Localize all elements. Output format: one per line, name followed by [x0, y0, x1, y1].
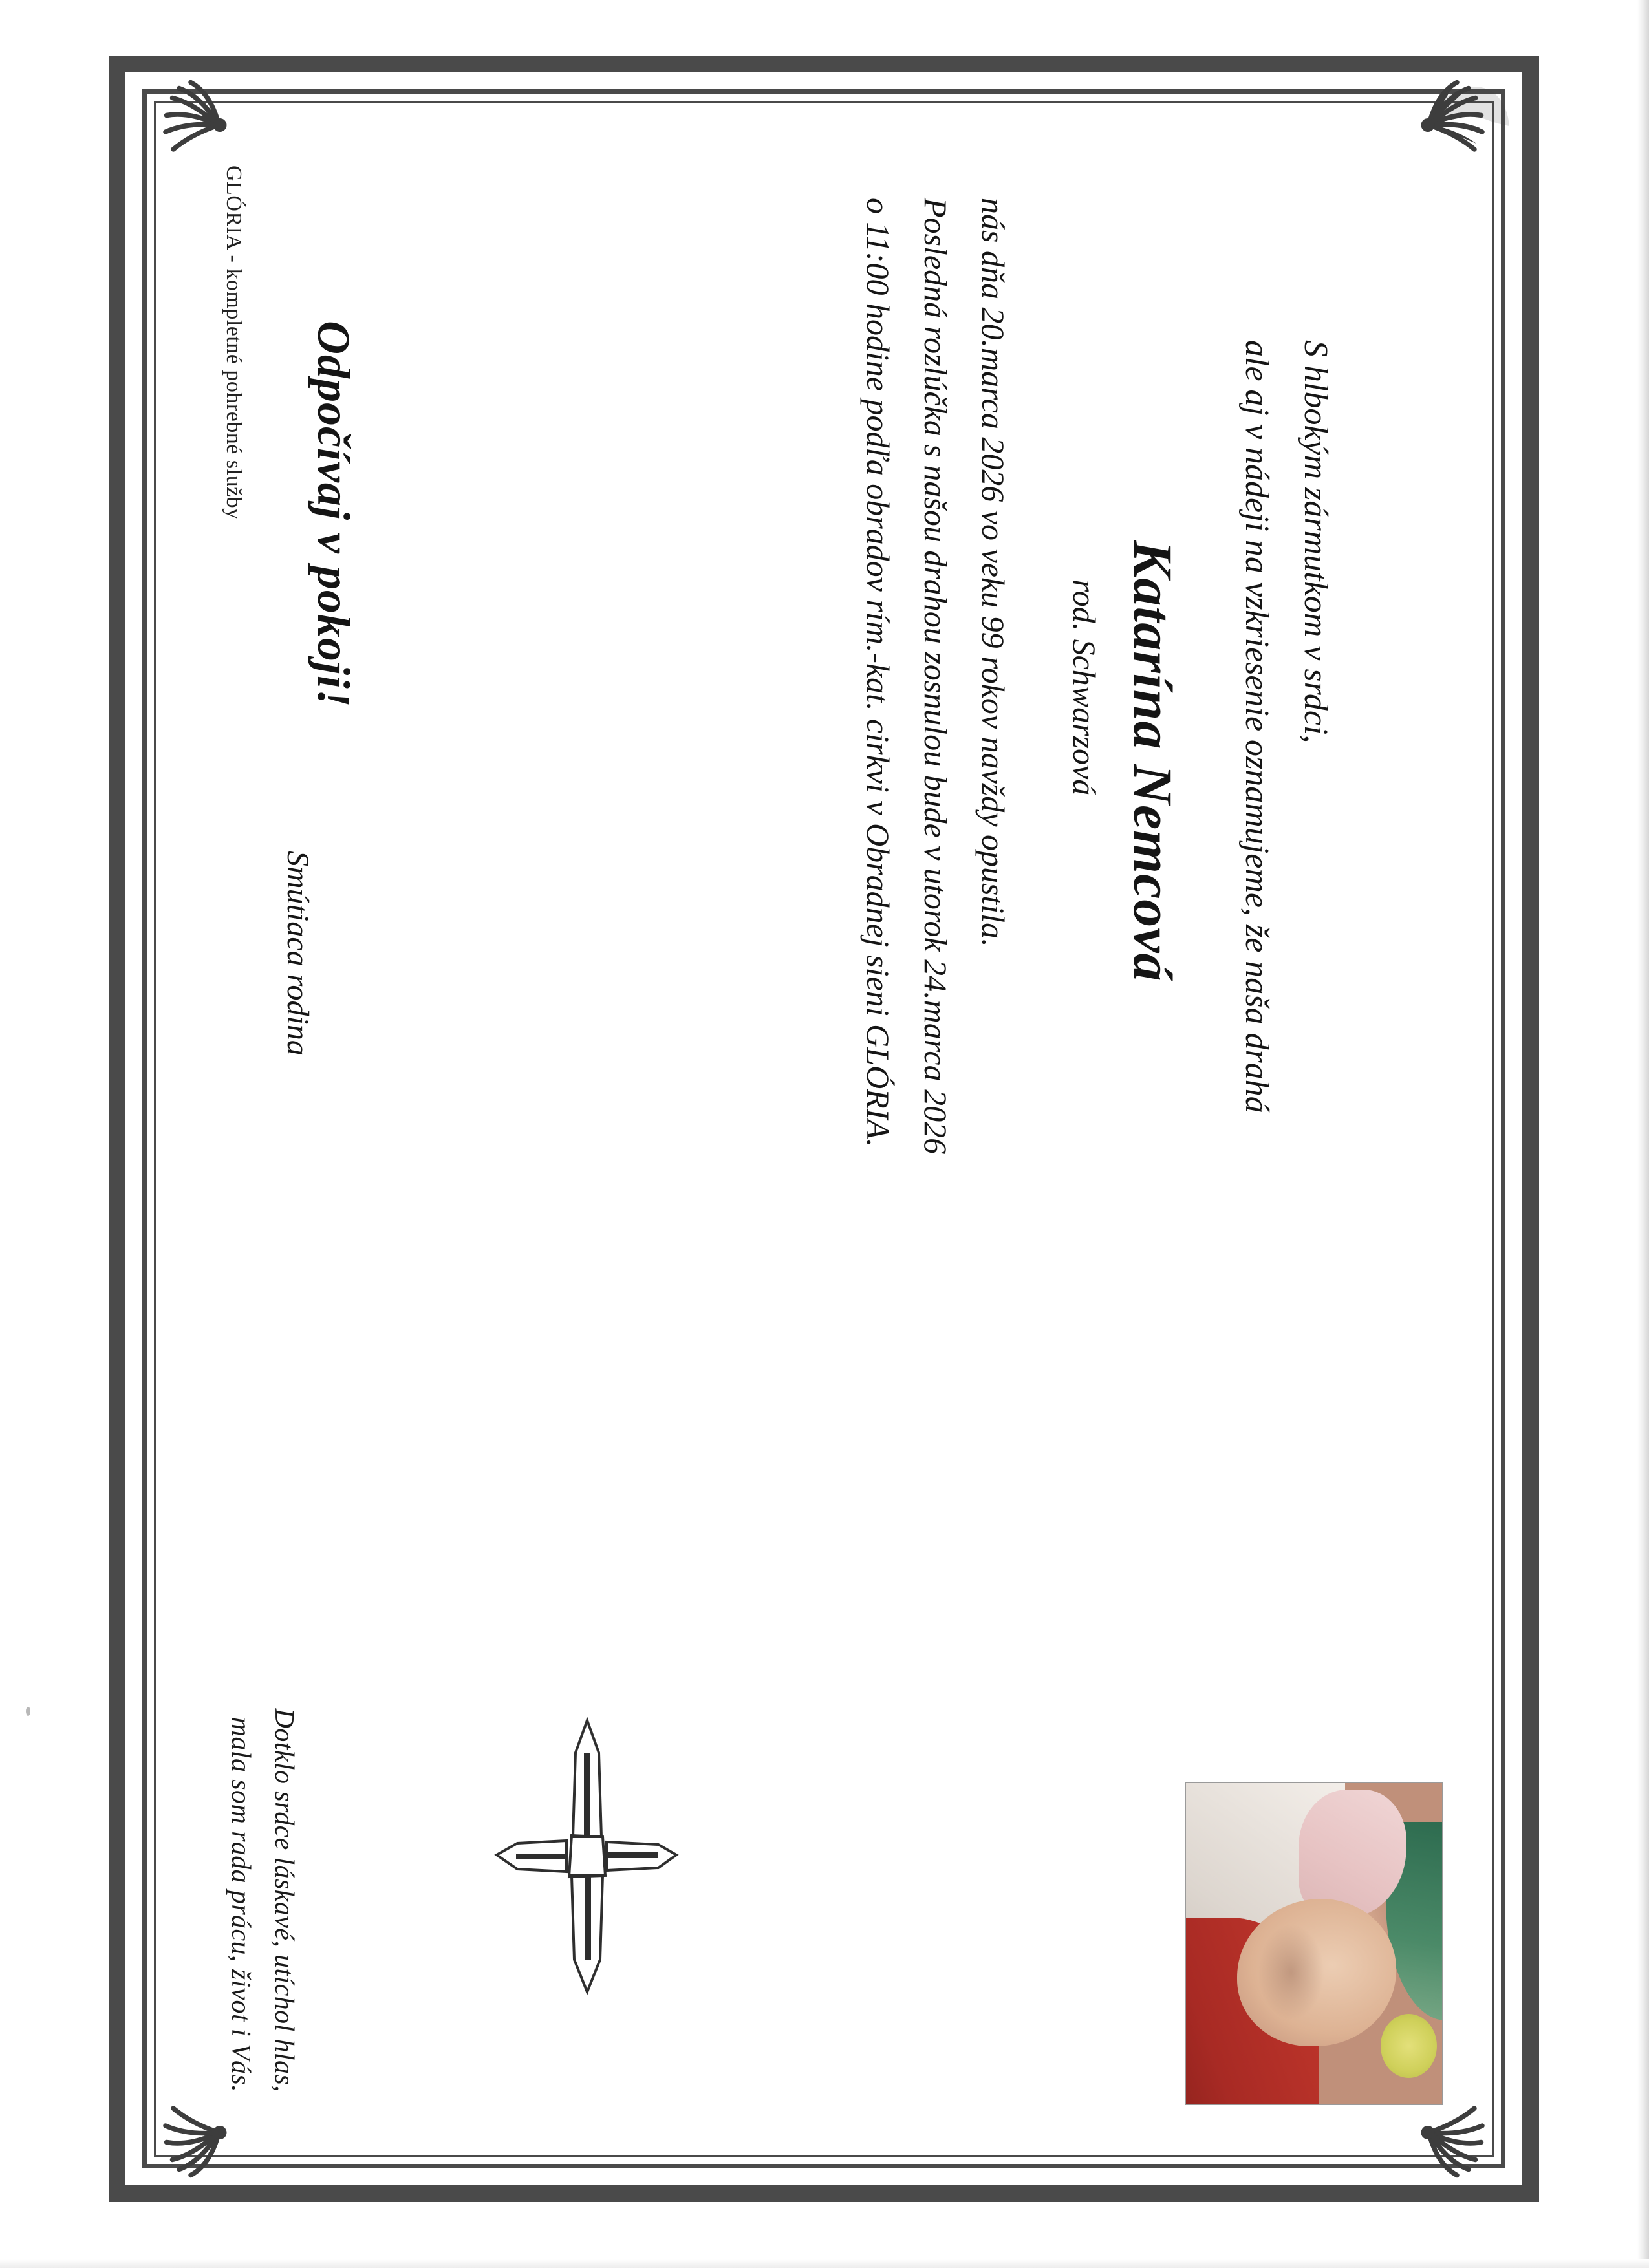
body-line-1: nás dňa 20.marca 2026 vo veku 99 rokov navždy opustila. [975, 198, 1011, 947]
announcement-body [849, 198, 1022, 1154]
verse-line-1: Dotklo srdce láskavé, utíchol hlas, [269, 1708, 299, 2092]
lead-line-2: ale aj v nádeji na vzkriesenie oznamujeme, že naša drahá [1238, 340, 1275, 1113]
memorial-verse [219, 1709, 305, 2092]
body-line-2: Posledná rozlúčka s našou drahou zosnulou bude v utorok 24.marca 2026 [918, 198, 954, 1155]
funeral-service-provider: GLÓRIA - kompletné pohrebné služby [221, 166, 246, 520]
photo-face-shading [1258, 1924, 1324, 2020]
photo-flower [1381, 2014, 1437, 2078]
closing-line: Odpočívaj v pokoji! [308, 321, 360, 708]
signature-line: Smútiaca rodina [281, 851, 316, 1056]
body-line-3: o 11:00 hodine podľa obradov rím.-kat. cirkvi v Obradnej sieni GLÓRIA. [860, 198, 896, 1148]
deceased-maiden-name: rod. Schwarzová [1066, 579, 1103, 796]
lead-line-1: S hlbokým zármutkom v srdci, [1297, 340, 1334, 744]
funeral-notice-card [109, 56, 1539, 2202]
deceased-name: Katarína Nemcová [1122, 540, 1184, 982]
verse-line-2: mala som rada prácu, život i Vás. [226, 1717, 256, 2092]
announcement-lead [1227, 340, 1345, 1113]
scan-speck [26, 1707, 30, 1716]
portrait-photo [1185, 1782, 1443, 2105]
funeral-notice-card-rotor [109, 56, 1539, 2202]
cross-icon [490, 1714, 684, 1998]
scan-edge-shadow-right [1637, 0, 1649, 2268]
card-content [180, 127, 1468, 2131]
scan-edge-shadow-bottom [0, 2259, 1649, 2268]
